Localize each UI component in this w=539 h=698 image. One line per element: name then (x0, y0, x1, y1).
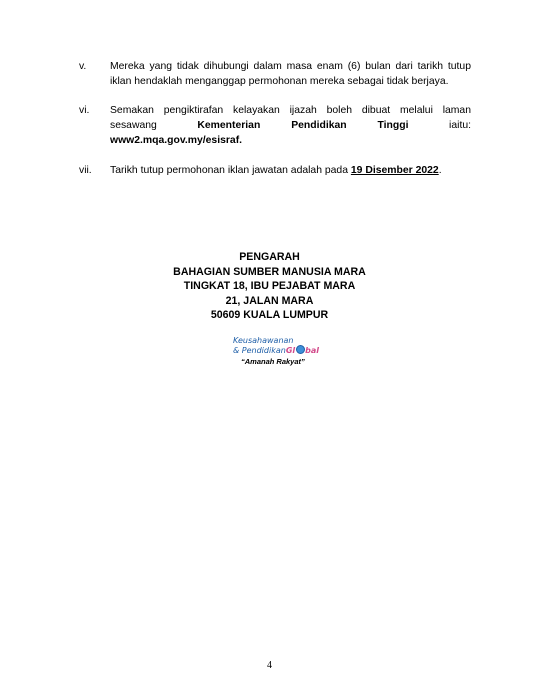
address-line: 50609 KUALA LUMPUR (210, 309, 329, 321)
item-text (110, 103, 471, 148)
address-block (0, 250, 539, 323)
item-line (110, 118, 471, 133)
logo-text-fragment: Gl (285, 346, 296, 355)
address-line: TINGKAT 18, IBU PEJABAT MARA (183, 280, 356, 292)
item-text-fragment: iaitu: (449, 120, 471, 131)
logo-text (233, 345, 319, 355)
item-text (110, 59, 471, 89)
item-line: Semakan pengiktirafan kelayakan ijazah boleh dibuat melalui laman (110, 105, 471, 116)
website-link: www2.mqa.gov.my/esisraf. (110, 135, 243, 146)
logo-text-fragment: & Pendidikan (233, 346, 286, 355)
address-line: BAHAGIAN SUMBER MANUSIA MARA (173, 265, 366, 278)
page-number: 4 (267, 660, 272, 671)
item-text-fragment: sesawang (110, 120, 157, 131)
item-line: iklan hendaklah menganggap permohonan mereka sebagai tidak berjaya. (110, 76, 449, 87)
item-text-fragment: . (438, 165, 442, 176)
item-number: vi. (79, 105, 90, 116)
logo-tagline: “Amanah Rakyat” (241, 357, 305, 366)
address-line: 21, JALAN MARA (225, 294, 314, 307)
mara-logo (229, 336, 339, 372)
globe-icon (296, 345, 305, 354)
item-line: Mereka yang tidak dihubungi dalam masa enam (6) bulan dari tarikh tutup (110, 61, 471, 72)
ministry-name: Kementerian Pendidikan Tinggi (197, 120, 409, 131)
closing-date: 19 Disember 2022 (350, 165, 439, 176)
logo-text-fragment: bal (305, 346, 319, 355)
address-line: PENGARAH (239, 251, 300, 263)
logo-text: Keusahawanan (233, 336, 294, 345)
item-number: vii. (79, 165, 92, 176)
item-text (110, 163, 471, 178)
item-text-fragment: Tarikh tutup permohonan iklan jawatan adalah pada (110, 165, 351, 176)
item-number: v. (79, 61, 87, 72)
